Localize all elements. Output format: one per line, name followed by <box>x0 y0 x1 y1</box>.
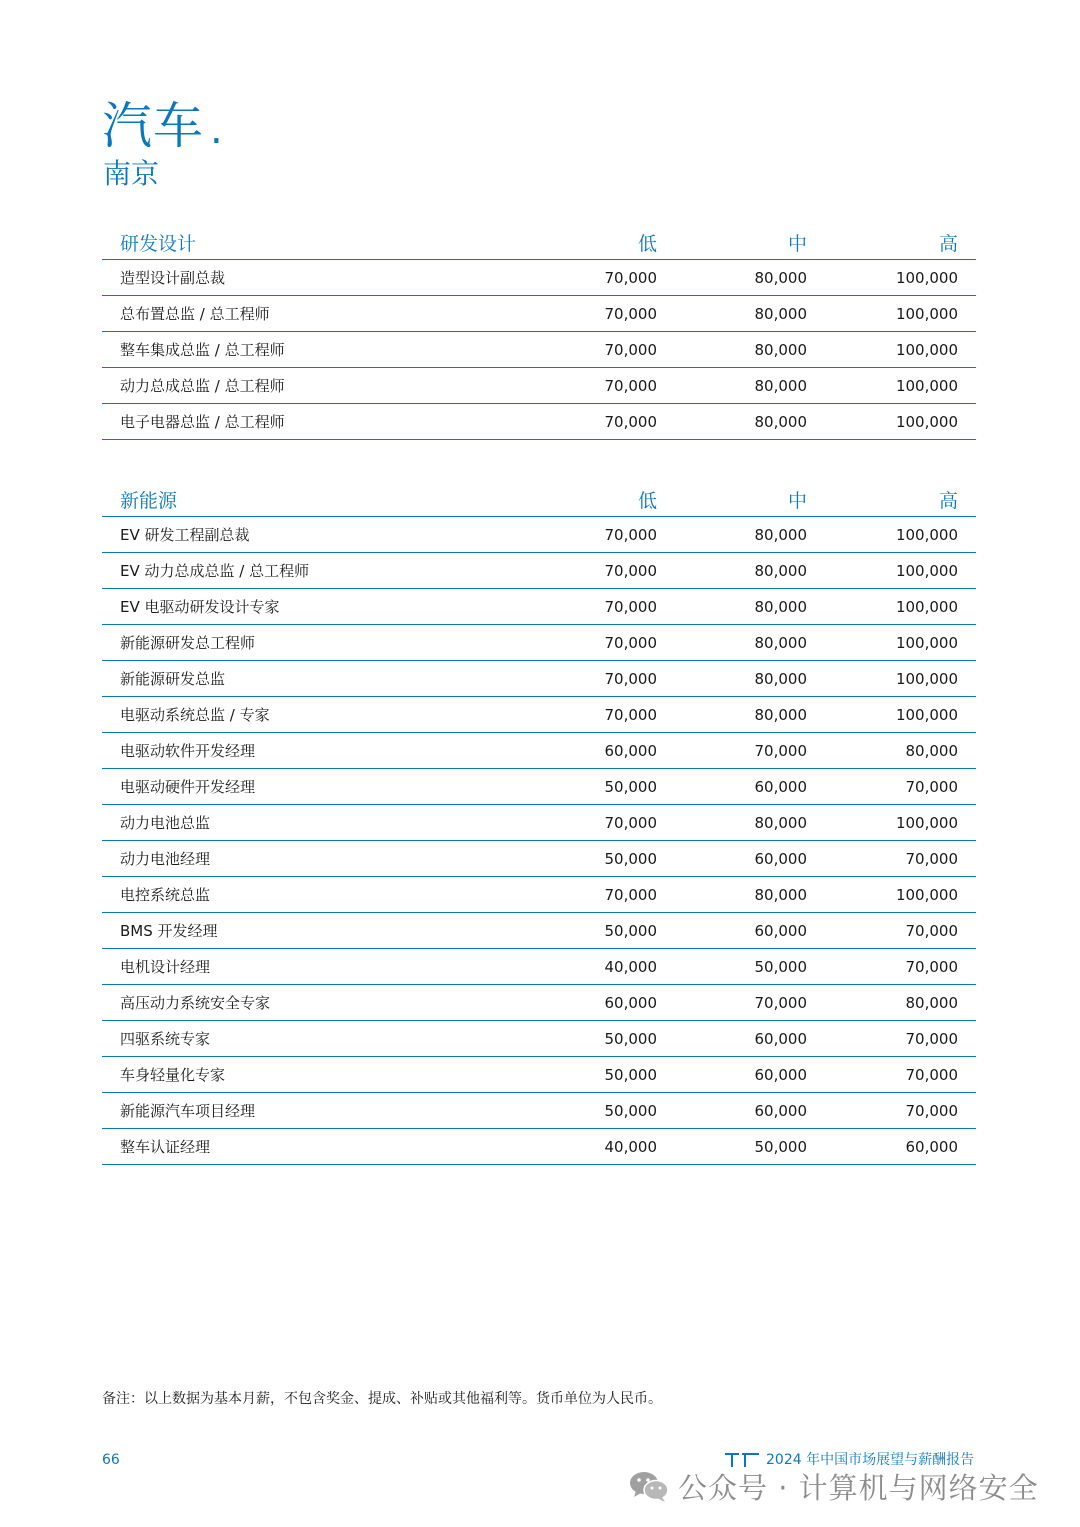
salary-table-rd <box>102 225 976 440</box>
page-subtitle: 南京 <box>103 157 160 190</box>
salary-mid-cell: 60,000 <box>657 913 807 949</box>
salary-low-cell: 70,000 <box>542 404 657 440</box>
footnote: 备注：以上数据为基本月薪，不包含奖金、提成、补贴或其他福利等。货币单位为人民币。 <box>102 1391 662 1407</box>
table-row <box>102 733 976 769</box>
salary-high-cell: 100,000 <box>807 260 976 296</box>
salary-mid-cell: 80,000 <box>657 661 807 697</box>
job-title-cell: 电驱动软件开发经理 <box>102 733 542 769</box>
table-row <box>102 1021 976 1057</box>
salary-low-cell: 50,000 <box>542 841 657 877</box>
salary-low-cell: 60,000 <box>542 733 657 769</box>
table-header-row <box>102 225 976 260</box>
job-title-cell: 四驱系统专家 <box>102 1021 542 1057</box>
salary-high-cell: 80,000 <box>807 985 976 1021</box>
salary-mid-cell: 60,000 <box>657 1093 807 1129</box>
salary-high-cell: 70,000 <box>807 949 976 985</box>
salary-high-cell: 100,000 <box>807 332 976 368</box>
table-row <box>102 589 976 625</box>
job-title-cell: 动力总成总监 / 总工程师 <box>102 368 542 404</box>
salary-low-cell: 50,000 <box>542 1093 657 1129</box>
table-row <box>102 985 976 1021</box>
salary-high-cell: 70,000 <box>807 913 976 949</box>
salary-low-cell: 70,000 <box>542 697 657 733</box>
table-row <box>102 1129 976 1165</box>
salary-mid-cell: 80,000 <box>657 404 807 440</box>
report-title: 2024 年中国市场展望与薪酬报告 <box>766 1452 975 1468</box>
salary-high-cell: 100,000 <box>807 877 976 913</box>
salary-low-cell: 50,000 <box>542 1021 657 1057</box>
job-title-cell: 动力电池总监 <box>102 805 542 841</box>
salary-low-cell: 70,000 <box>542 517 657 553</box>
salary-mid-cell: 80,000 <box>657 805 807 841</box>
table-row <box>102 296 976 332</box>
table-row <box>102 1093 976 1129</box>
watermark-text: 公众号 · 计算机与网络安全 <box>678 1470 1039 1505</box>
salary-mid-cell: 70,000 <box>657 985 807 1021</box>
salary-mid-cell: 60,000 <box>657 769 807 805</box>
table-row <box>102 260 976 296</box>
salary-high-cell: 70,000 <box>807 1057 976 1093</box>
salary-high-cell: 100,000 <box>807 661 976 697</box>
job-title-cell: 新能源研发总工程师 <box>102 625 542 661</box>
salary-low-cell: 70,000 <box>542 368 657 404</box>
salary-mid-cell: 60,000 <box>657 1021 807 1057</box>
job-title-cell: BMS 开发经理 <box>102 913 542 949</box>
salary-low-cell: 70,000 <box>542 589 657 625</box>
salary-high-cell: 100,000 <box>807 368 976 404</box>
table-row <box>102 913 976 949</box>
table-row <box>102 697 976 733</box>
salary-low-cell: 70,000 <box>542 625 657 661</box>
salary-mid-cell: 80,000 <box>657 877 807 913</box>
salary-mid-cell: 80,000 <box>657 625 807 661</box>
salary-low-cell: 50,000 <box>542 913 657 949</box>
column-header-mid: 中 <box>657 482 807 517</box>
table-row <box>102 805 976 841</box>
salary-mid-cell: 80,000 <box>657 368 807 404</box>
job-title-cell: 造型设计副总裁 <box>102 260 542 296</box>
job-title-cell: EV 电驱动研发设计专家 <box>102 589 542 625</box>
salary-mid-cell: 80,000 <box>657 296 807 332</box>
job-title-cell: 动力电池经理 <box>102 841 542 877</box>
job-title-cell: 电机设计经理 <box>102 949 542 985</box>
salary-low-cell: 50,000 <box>542 769 657 805</box>
wechat-icon <box>628 1469 670 1503</box>
salary-high-cell: 100,000 <box>807 805 976 841</box>
salary-mid-cell: 60,000 <box>657 1057 807 1093</box>
salary-low-cell: 70,000 <box>542 661 657 697</box>
job-title-cell: 电驱动系统总监 / 专家 <box>102 697 542 733</box>
salary-mid-cell: 80,000 <box>657 517 807 553</box>
column-header-low: 低 <box>542 225 657 260</box>
table-row <box>102 949 976 985</box>
salary-high-cell: 100,000 <box>807 625 976 661</box>
salary-high-cell: 100,000 <box>807 517 976 553</box>
page-number: 66 <box>102 1452 120 1468</box>
page-title <box>102 96 224 160</box>
salary-mid-cell: 80,000 <box>657 332 807 368</box>
salary-high-cell: 60,000 <box>807 1129 976 1165</box>
job-title-cell: 车身轻量化专家 <box>102 1057 542 1093</box>
salary-low-cell: 70,000 <box>542 877 657 913</box>
column-header-high: 高 <box>807 482 976 517</box>
job-title-cell: 整车集成总监 / 总工程师 <box>102 332 542 368</box>
job-title-cell: EV 动力总成总监 / 总工程师 <box>102 553 542 589</box>
salary-low-cell: 40,000 <box>542 1129 657 1165</box>
table-row <box>102 769 976 805</box>
job-title-cell: 电子电器总监 / 总工程师 <box>102 404 542 440</box>
table-row <box>102 625 976 661</box>
salary-low-cell: 50,000 <box>542 1057 657 1093</box>
salary-high-cell: 100,000 <box>807 589 976 625</box>
watermark <box>628 1466 1039 1506</box>
title-text: 汽车 <box>102 97 204 155</box>
salary-high-cell: 70,000 <box>807 1021 976 1057</box>
salary-high-cell: 80,000 <box>807 733 976 769</box>
table-row <box>102 368 976 404</box>
table-header-row <box>102 482 976 517</box>
salary-high-cell: 100,000 <box>807 553 976 589</box>
table-row <box>102 553 976 589</box>
salary-low-cell: 70,000 <box>542 260 657 296</box>
job-title-cell: 高压动力系统安全专家 <box>102 985 542 1021</box>
salary-mid-cell: 80,000 <box>657 697 807 733</box>
table-row <box>102 877 976 913</box>
salary-low-cell: 70,000 <box>542 805 657 841</box>
table-row <box>102 841 976 877</box>
job-title-cell: 整车认证经理 <box>102 1129 542 1165</box>
column-header-high: 高 <box>807 225 976 260</box>
column-header-low: 低 <box>542 482 657 517</box>
salary-low-cell: 70,000 <box>542 296 657 332</box>
table-row <box>102 517 976 553</box>
job-title-cell: 总布置总监 / 总工程师 <box>102 296 542 332</box>
salary-high-cell: 100,000 <box>807 404 976 440</box>
salary-mid-cell: 60,000 <box>657 841 807 877</box>
salary-mid-cell: 50,000 <box>657 949 807 985</box>
salary-mid-cell: 80,000 <box>657 260 807 296</box>
salary-mid-cell: 80,000 <box>657 589 807 625</box>
salary-low-cell: 40,000 <box>542 949 657 985</box>
salary-high-cell: 100,000 <box>807 296 976 332</box>
table-row <box>102 1057 976 1093</box>
section-title: 新能源 <box>102 482 542 517</box>
salary-high-cell: 70,000 <box>807 841 976 877</box>
job-title-cell: 新能源研发总监 <box>102 661 542 697</box>
salary-table-nev <box>102 482 976 1165</box>
title-dot: . <box>210 107 224 153</box>
salary-low-cell: 70,000 <box>542 332 657 368</box>
job-title-cell: 电控系统总监 <box>102 877 542 913</box>
salary-mid-cell: 70,000 <box>657 733 807 769</box>
salary-high-cell: 70,000 <box>807 1093 976 1129</box>
job-title-cell: EV 研发工程副总裁 <box>102 517 542 553</box>
salary-high-cell: 100,000 <box>807 697 976 733</box>
job-title-cell: 新能源汽车项目经理 <box>102 1093 542 1129</box>
salary-low-cell: 60,000 <box>542 985 657 1021</box>
section-title: 研发设计 <box>102 225 542 260</box>
job-title-cell: 电驱动硬件开发经理 <box>102 769 542 805</box>
salary-mid-cell: 50,000 <box>657 1129 807 1165</box>
table-row <box>102 404 976 440</box>
salary-mid-cell: 80,000 <box>657 553 807 589</box>
table-row <box>102 661 976 697</box>
column-header-mid: 中 <box>657 225 807 260</box>
table-row <box>102 332 976 368</box>
salary-low-cell: 70,000 <box>542 553 657 589</box>
salary-high-cell: 70,000 <box>807 769 976 805</box>
